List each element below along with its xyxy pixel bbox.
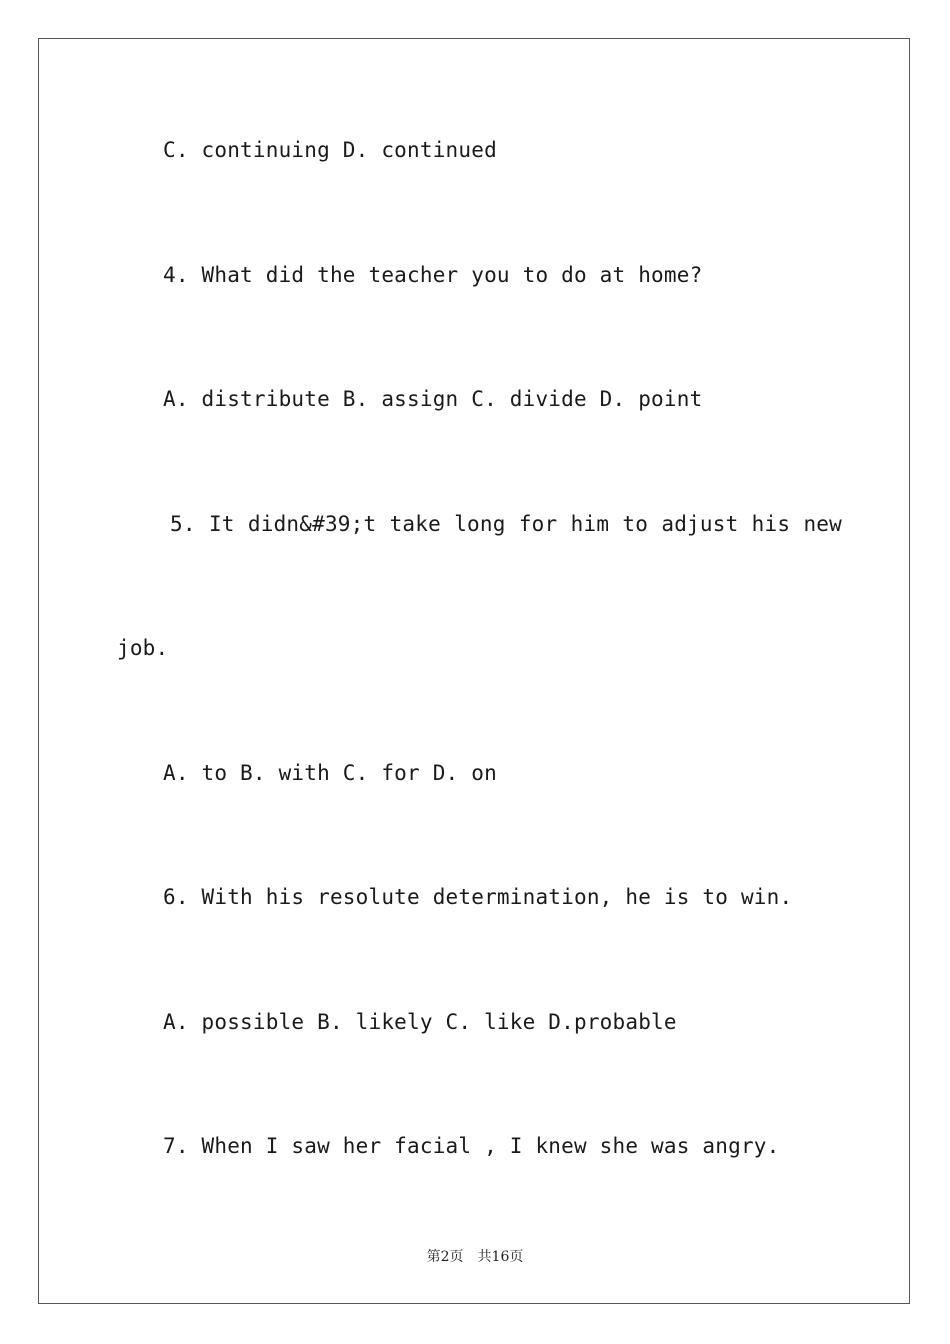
question-6: 6. With his resolute determination, he is to win. (163, 885, 793, 909)
page-number-footer: 第2页 共16页 (426, 1249, 524, 1265)
option-line-q3: C. continuing D. continued (163, 138, 497, 162)
question-7: 7. When I saw her facial , I knew she was angry. (163, 1134, 780, 1158)
option-line-q6: A. possible B. likely C. like D.probable (163, 1010, 677, 1034)
page-border (38, 38, 910, 1304)
option-line-q4: A. distribute B. assign C. divide D. point (163, 387, 703, 411)
question-5: 5. It didn&#39;t take long for him to adjust his new (170, 512, 842, 536)
question-4: 4. What did the teacher you to do at home? (163, 263, 703, 287)
question-5-continued: job. (117, 636, 169, 660)
option-line-q5: A. to B. with C. for D. on (163, 761, 497, 785)
